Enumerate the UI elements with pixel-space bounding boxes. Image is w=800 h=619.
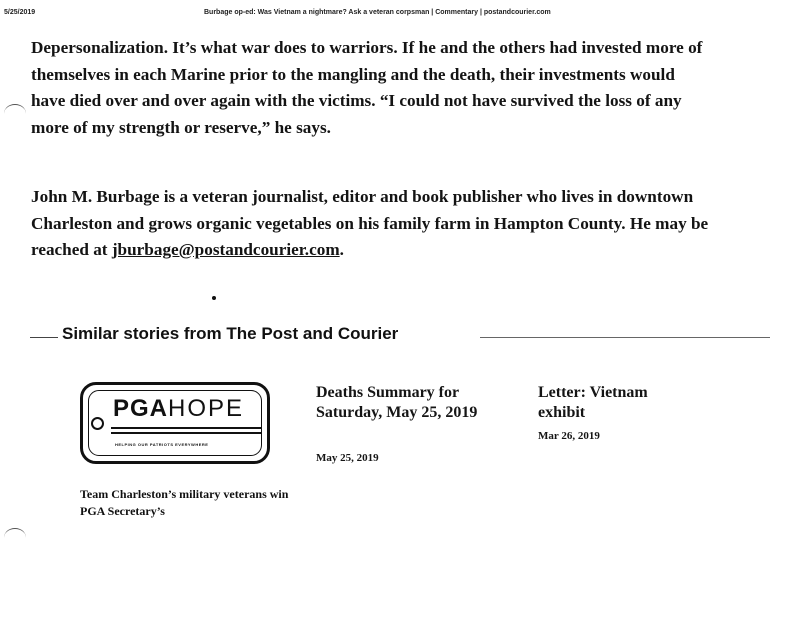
logo-brand-a: PGA: [113, 395, 169, 422]
page-header: [4, 9, 794, 21]
dog-tag-hole-icon: [91, 417, 104, 430]
pga-hope-logo[interactable]: [80, 382, 270, 464]
stray-dot: [212, 296, 216, 300]
paragraph-line: John M. Burbage is a veteran journalist, editor and book publisher who lives in downtown: [31, 187, 694, 206]
logo-brand: [113, 395, 244, 423]
logo-bars: [111, 427, 261, 437]
paragraph-line: more of my strength or reserve,” he says.: [31, 117, 331, 137]
author-email-link[interactable]: jburbage@postandcourier.com: [111, 240, 340, 259]
similar-stories-header: [30, 322, 770, 350]
paragraph-line-suffix: .: [339, 240, 344, 259]
story-link-deaths-summary[interactable]: Deaths Summary for Saturday, May 25, 2019: [316, 384, 478, 421]
story-link-team-charleston[interactable]: Team Charleston’s military veterans win PGA Secretary’s: [80, 487, 289, 518]
divider: [480, 337, 770, 338]
paragraph-line: Charleston and grows organic vegetables on his family farm in Hampton County. He may be: [31, 213, 709, 233]
author-bio: [31, 184, 783, 264]
logo-brand-b: HOPE: [168, 395, 245, 422]
print-date: 5/25/2019: [4, 9, 36, 16]
scan-mark: [4, 104, 26, 123]
paragraph-line: have died over and over again with the victims. “I could not have survived the loss of any: [31, 91, 682, 110]
paragraph-line: themselves in each Marine prior to the mangling and the death, their investments would: [31, 64, 675, 84]
story-link-vietnam-exhibit[interactable]: Letter: Vietnam exhibit: [538, 384, 648, 421]
divider: [30, 337, 58, 338]
scan-mark: [4, 528, 26, 547]
article-paragraph-1: [31, 35, 783, 141]
similar-stories-heading: Similar stories from The Post and Courier: [62, 324, 399, 343]
print-page-title: Burbage op-ed: Was Vietnam a nightmare? Ask a veteran corpsman | Commentary | postandcourier.com: [204, 9, 551, 16]
story-date: May 25, 2019: [316, 452, 379, 464]
paragraph-line: Depersonalization. It’s what war does to warriors. If he and the others had invested more of: [31, 38, 703, 57]
logo-tagline: HELPING OUR PATRIOTS EVERYWHERE: [115, 442, 209, 447]
paragraph-line-prefix: reached at: [31, 240, 112, 259]
story-date: Mar 26, 2019: [538, 430, 600, 442]
